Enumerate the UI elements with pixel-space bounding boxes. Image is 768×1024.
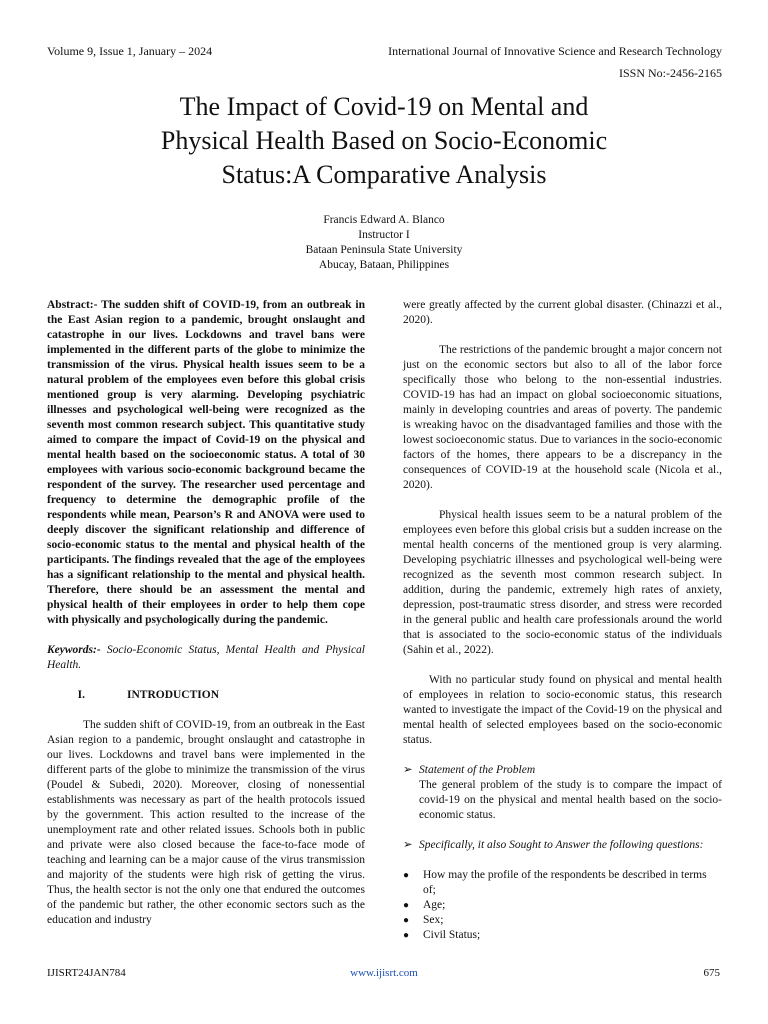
statement-heading-text: Statement of the Problem: [419, 764, 536, 776]
list-item-text: Sex;: [423, 914, 444, 926]
paper-id: IJISRT24JAN784: [47, 967, 126, 979]
intro-paragraph: The sudden shift of COVID-19, from an outbreak in the East Asian region to a pandemic, brought onslaught and catastrophe in our lives. Lockdowns and travel bans were implemented in the different parts of the globe to minimize the transmission of the virus (Poudel & Subedi, 2020). Moreover, closing of nonessential establishments was necessary as part of the health protocols issued by the government. This action resulted to the increase of the unemployment rate and other related issues. Schools both in public and private were also closed because the face-to-face mode of teaching and learning can be a major cause of the virus transmission and majority of the students were high risk of getting the virus. Thus, the health sector is not the only one that endured the outcomes of the pandemic but rather, the other economic sectors such as the education and industry: [47, 719, 365, 926]
keywords: [47, 643, 365, 673]
section-title: INTRODUCTION: [127, 689, 220, 701]
list-item: [403, 898, 722, 913]
statement-text: The general problem of the study is to compare the impact of covid-19 on the physical and mental health based on the socio-economic status.: [419, 779, 722, 821]
bullet-icon: ●: [403, 900, 410, 911]
author-university: Bataan Peninsula State University: [305, 244, 463, 256]
paper-title: [60, 90, 708, 192]
journal-volume: Volume 9, Issue 1, January – 2024: [47, 44, 213, 58]
arrow-icon: ➢: [403, 764, 413, 776]
bullet-icon: ●: [403, 930, 410, 941]
list-item-text: Civil Status;: [423, 929, 481, 941]
abstract-label: Abstract:-: [47, 299, 98, 311]
author-role: Instructor I: [358, 229, 410, 241]
bullet-icon: ●: [403, 915, 410, 926]
list-item-text: Age;: [423, 899, 446, 911]
section-number: I.: [77, 689, 85, 701]
list-item: [403, 913, 722, 928]
keywords-label: Keywords:-: [47, 644, 101, 656]
specifically-heading: [403, 838, 722, 853]
question-list: [403, 868, 722, 943]
bullet-icon: ●: [403, 870, 410, 881]
introduction-heading: [47, 688, 365, 703]
body-paragraph: Physical health issues seem to be a natural problem of the employees even before this global crisis but a sudden increase on the mental health concerns of the mentioned group is very alarming. Developing psychiatric illnesses and psychological well-being were recognized as the seventh most common research subject. In addition, during the pandemic, extremely high rates of anxiety, depression, post-traumatic stress disorder, and stress were recorded in the general public and health care professionals around the world that is associated to the socio-economic status of the individuals (Sahin et al., 2022).: [403, 509, 722, 656]
arrow-icon: ➢: [403, 839, 413, 851]
author-name: Francis Edward A. Blanco: [323, 214, 445, 226]
body-paragraph: The restrictions of the pandemic brought a major concern not just on the economic sectors but also to all of the labor force specifically those who belong to the non-essential industries. COVID-19 has had an impact on global socioeconomic situations, mainly in developing countries and areas of poverty. The pandemic is wreaking havoc on the disadvantaged families and those with the lowest socioeconomic status. Due to variances in the socio-economic factors of the homes, there appears to be a discrepancy in the consequences of COVID-19 at the household scale (Nicola et al., 2020).: [403, 344, 722, 491]
list-item-text: How may the profile of the respondents be described in terms of;: [423, 869, 707, 896]
body-paragraph: With no particular study found on physical and mental health of employees in relation to socio-economic status, this research wanted to investigate the impact of the Covid-19 on the physical and mental health of selected employees based on the socio-economic status.: [403, 674, 722, 746]
list-item: [403, 868, 722, 898]
journal-website-link[interactable]: www.ijisrt.com: [350, 967, 418, 979]
page-number: 675: [703, 967, 720, 979]
left-column: [47, 298, 365, 928]
journal-issn: ISSN No:-2456-2165: [618, 66, 722, 80]
abstract-text: The sudden shift of COVID-19, from an outbreak in the East Asian region to a pandemic, brought onslaught and catastrophe in our lives. Lockdowns and travel bans were implemented in the different parts of the globe to minimize the transmission of the virus. Physical health issues seem to be a natural problem of the employees even before this global crisis mentioned group is very alarming. Developing psychiatric illnesses and psychological well-being were recognized as the seventh most common research subject. This quantitative study aimed to compare the impact of Covid-19 on the physical and mental health based on the socioeconomic status. A total of 30 employees with various socio-economic background became the respondent of the survey. The researcher used percentage and frequency to determine the demographic profile of the respondents while mean, Pearson’s R and ANOVA were used to deeply discover the significant relationship and difference of socio-economic status to the mental and physical health of the participants. The findings revealed that the age of the employees has a significant relationship to the mental and physical health. Therefore, there should be an assessment the mental and physical health of their employees in order to help them cope with physically and psychologically during the pandemic.: [47, 299, 365, 626]
title-line: Status:A Comparative Analysis: [221, 160, 547, 189]
list-item: [403, 928, 722, 943]
journal-name: International Journal of Innovative Science and Research Technology: [388, 44, 722, 58]
specifically-heading-text: Specifically, it also Sought to Answer the following questions:: [419, 839, 704, 851]
title-line: The Impact of Covid-19 on Mental and: [179, 92, 589, 121]
title-line: Physical Health Based on Socio-Economic: [160, 126, 608, 155]
abstract: [47, 298, 365, 628]
author-location: Abucay, Bataan, Philippines: [318, 259, 450, 271]
right-column: [403, 298, 722, 943]
continuation-paragraph: were greatly affected by the current global disaster. (Chinazzi et al., 2020).: [403, 299, 722, 326]
keywords-text: Socio-Economic Status, Mental Health and Physical Health.: [47, 644, 365, 671]
statement-heading: [403, 763, 722, 778]
author-block: [0, 213, 768, 273]
